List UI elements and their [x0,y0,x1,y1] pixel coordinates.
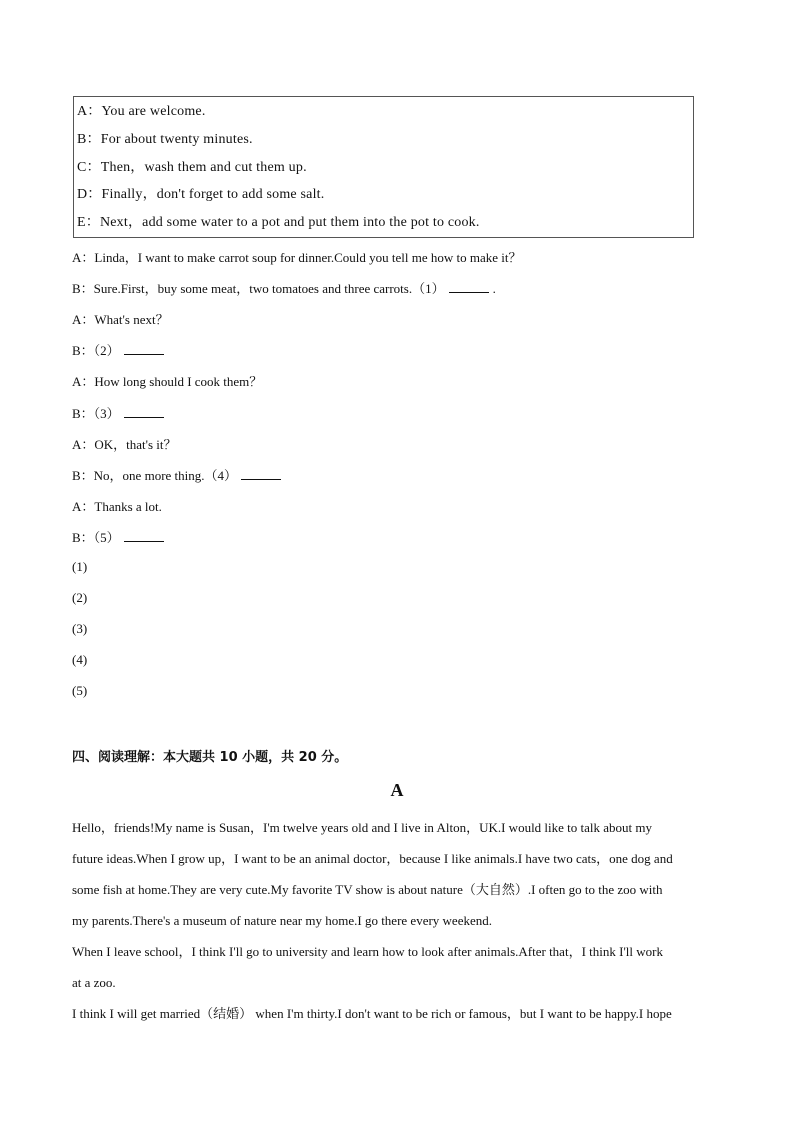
passage-line: future ideas.When I grow up，I want to be an animal doctor，because I like animals.I have two cats，one dog and [72,851,673,866]
option-a: A：You are welcome. [77,104,206,119]
answer-number: (1) [72,559,88,574]
dialogue-text: B：No，one more thing.（4） [72,467,238,483]
answer-blank[interactable] [124,529,164,542]
dialogue-text: A：How long should I cook them？ [72,374,263,390]
answer-number: (2) [72,590,88,605]
passage-title: A [390,780,404,800]
answer-blank[interactable] [124,405,164,418]
dialogue-text: B：（5） [72,529,120,545]
dialogue-text: A：What's next？ [72,312,169,328]
dialogue-line [72,527,164,546]
option-c: C：Then，wash them and cut them up. [77,160,307,175]
dialogue-text: A：Linda，I want to make carrot soup for dinner.Could you tell me how to make it？ [72,250,522,265]
passage-line: Hello，friends!My name is Susan，I'm twelve years old and I live in Alton，UK.I would like to talk about my [72,820,653,835]
option-b: B：For about twenty minutes. [77,132,253,147]
dialogue-line [72,278,496,297]
answer-number: (5) [72,683,88,698]
dialogue-line [72,496,162,515]
dialogue-text: A：Thanks a lot. [72,498,162,514]
dialogue-line [72,434,177,453]
dialogue-text: B：（2） [72,343,120,359]
passage-line: When I leave school，I think I'll go to university and learn how to look after animals.After that，I think I'll work [72,944,663,959]
passage-line: at a zoo. [72,975,116,990]
dialogue-line [72,465,281,484]
dialogue-line [72,340,164,359]
dialogue-suffix: . [492,281,496,297]
dialogue-line [72,309,169,328]
answer-blank[interactable] [124,342,164,355]
dialogue-line [72,371,262,390]
dialogue-text: A：OK，that's it？ [72,436,177,452]
passage-line: I think I will get married（结婚） when I'm thirty.I don't want to be rich or famous，but I want to be happy.I hope [72,1006,672,1021]
answer-number: (4) [72,652,88,667]
section-title: 四、阅读理解：本大题共 10 小题，共 20 分。 [72,750,348,765]
passage-line: some fish at home.They are very cute.My favorite TV show is about nature（大自然）.I often go to the zoo with [72,882,663,897]
answer-blank[interactable] [449,280,489,293]
dialogue-line [72,403,164,422]
dialogue-line [72,247,522,266]
dialogue-text: B：Sure.First，buy some meat，two tomatoes and three carrots.（1） [72,281,445,297]
option-e: E：Next，add some water to a pot and put them into the pot to cook. [77,215,480,230]
options-box [73,96,694,238]
option-d: D：Finally，don't forget to add some salt. [77,187,325,202]
passage-line: my parents.There's a museum of nature near my home.I go there every weekend. [72,913,492,928]
answer-number: (3) [72,621,88,636]
answer-blank[interactable] [241,467,281,480]
dialogue-text: B：（3） [72,405,120,421]
